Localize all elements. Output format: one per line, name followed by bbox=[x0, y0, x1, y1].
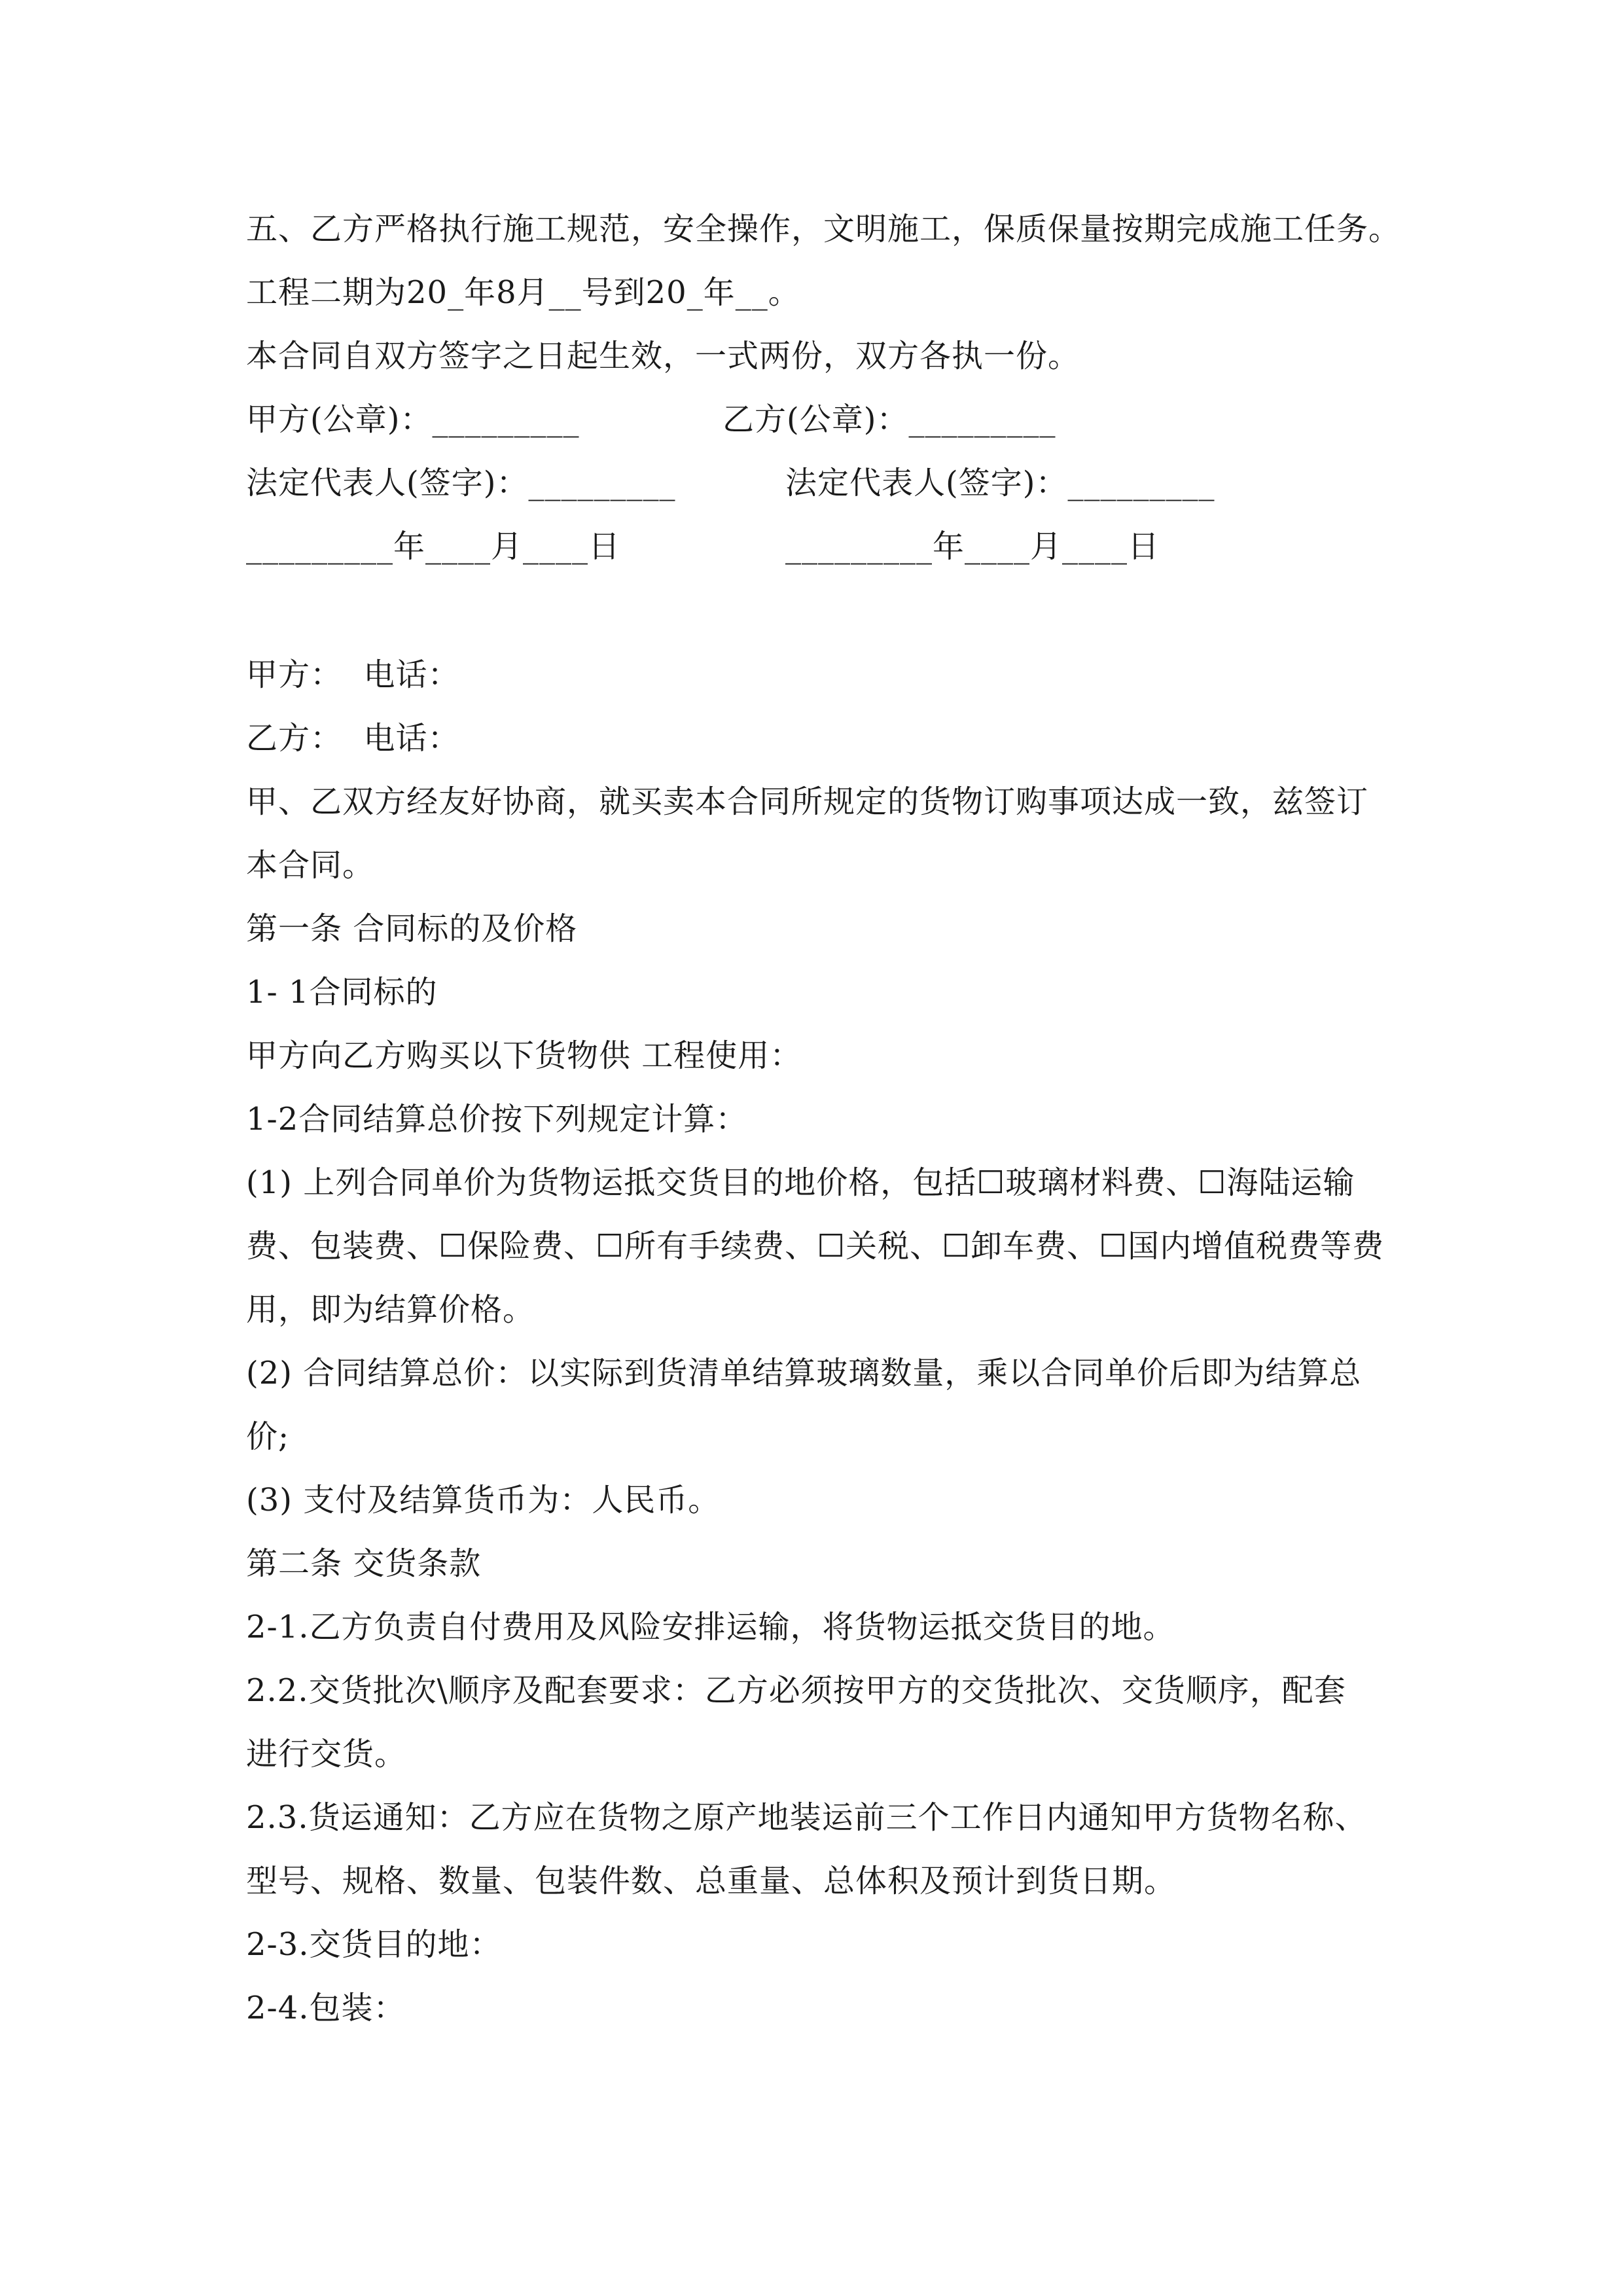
clause-1-2-item-1-end: 用，即为结算价格。 bbox=[246, 1291, 535, 1328]
party-b-phone-line: 乙方： 电话： bbox=[246, 720, 460, 757]
clause-1-1-heading: 1- 1合同标的 bbox=[246, 974, 438, 1011]
article-one-heading: 第一条 合同标的及价格 bbox=[246, 910, 578, 947]
party-a-rep-line: 法定代表人(签字)：_________ bbox=[246, 465, 676, 501]
party-a-date-line: _________年____月____日 bbox=[246, 528, 621, 565]
clause-2-3-destination: 2-3.交货目的地： bbox=[246, 1926, 502, 1963]
phase-two-schedule-text: 工程二期为20_年8月__号到20_年__。 bbox=[246, 274, 800, 311]
party-b-rep-line: 法定代表人(签字)：_________ bbox=[785, 465, 1215, 501]
party-a-seal-line: 甲方(公章)：_________ bbox=[246, 401, 580, 438]
clause-2-2-text-cont: 进行交货。 bbox=[246, 1736, 407, 1772]
clause-2-3-notice-text-cont: 型号、规格、数量、包装件数、总重量、总体积及预计到货日期。 bbox=[246, 1863, 1177, 1899]
party-b-date-line: _________年____月____日 bbox=[785, 528, 1160, 565]
clause-2-4-packaging: 2-4.包装： bbox=[246, 1990, 406, 2026]
effective-date-text: 本合同自双方签字之日起生效，一式两份，双方各执一份。 bbox=[246, 338, 1080, 374]
party-b-seal-line: 乙方(公章)：_________ bbox=[722, 401, 1056, 438]
clause-1-1-text: 甲方向乙方购买以下货物供 工程使用： bbox=[246, 1037, 802, 1074]
clause-2-3-notice-text: 2.3.货运通知：乙方应在货物之原产地装运前三个工作日内通知甲方货物名称、 bbox=[246, 1799, 1367, 1836]
clause-2-1-text: 2-1.乙方负责自付费用及风险安排运输，将货物运抵交货目的地。 bbox=[246, 1609, 1175, 1645]
clause-1-2-item-2-end: 价; bbox=[246, 1418, 290, 1455]
clause-1-2-heading: 1-2合同结算总价按下列规定计算： bbox=[246, 1101, 748, 1138]
article-two-heading: 第二条 交货条款 bbox=[246, 1545, 482, 1582]
clause-1-2-item-1: (1) 上列合同单价为货物运抵交货目的地价格，包括☐玻璃材料费、☐海陆运输 bbox=[246, 1164, 1355, 1201]
clause-2-2-text: 2.2.交货批次\顺序及配套要求：乙方必须按甲方的交货批次、交货顺序，配套 bbox=[246, 1672, 1346, 1709]
preamble-text-cont: 本合同。 bbox=[246, 847, 375, 884]
party-a-phone-line: 甲方： 电话： bbox=[246, 656, 460, 693]
clause-1-2-item-3: (3) 支付及结算货币为：人民币。 bbox=[246, 1482, 721, 1518]
clause-five-text: 五、乙方严格执行施工规范，安全操作，文明施工，保质保量按期完成施工任务。 bbox=[246, 211, 1401, 247]
clause-1-2-item-2: (2) 合同结算总价：以实际到货清单结算玻璃数量，乘以合同单价后即为结算总 bbox=[246, 1355, 1362, 1391]
preamble-text: 甲、乙双方经友好协商，就买卖本合同所规定的货物订购事项达成一致，兹签订 bbox=[246, 783, 1369, 820]
clause-1-2-item-1-cont: 费、包装费、☐保险费、☐所有手续费、☐关税、☐卸车费、☐国内增值税费等费 bbox=[246, 1228, 1385, 1265]
